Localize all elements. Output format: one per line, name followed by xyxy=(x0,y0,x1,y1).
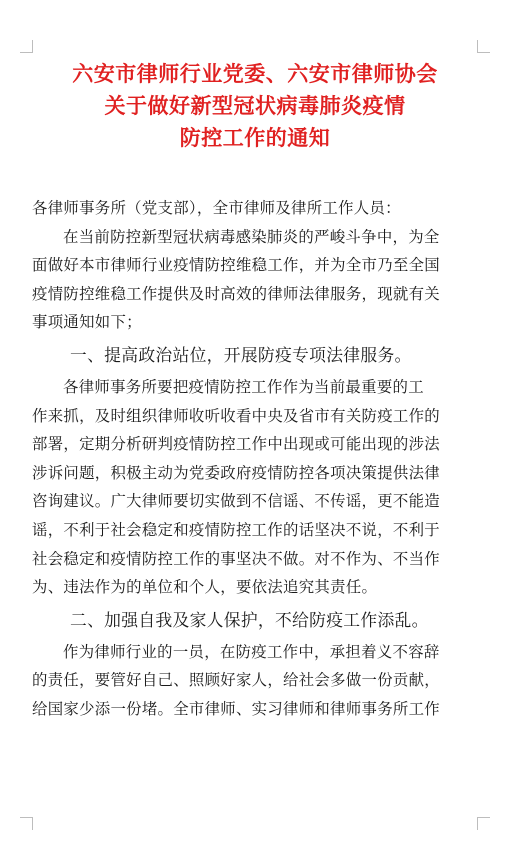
paragraph-line: 为、违法作为的单位和个人，要依法追究其责任。 xyxy=(32,578,378,597)
paragraph-line: 作为律师行业的一员，在防疫工作中，承担着义不容辞 xyxy=(63,642,440,661)
paragraph-line: 咨询建议。广大律师要切实做到不信谣、不传谣，更不能造 xyxy=(32,492,440,511)
document-body xyxy=(32,194,482,724)
document-title xyxy=(30,58,480,154)
paragraph-line: 的责任，要管好自己、照顾好家人，给社会多做一份贡献， xyxy=(32,671,440,690)
title-line-3: 防控工作的通知 xyxy=(179,126,331,150)
paragraph-intro xyxy=(32,223,482,337)
crop-mark-top-right xyxy=(477,40,490,53)
paragraph-line: 各律师事务所要把疫情防控工作作为当前最重要的工 xyxy=(63,377,424,396)
salutation: 各律师事务所（党支部），全市律师及律所工作人员： xyxy=(32,199,401,217)
paragraph-line: 疫情防控维稳工作提供及时高效的律师法律服务，现就有关 xyxy=(32,284,440,303)
paragraph-line: 作来抓，及时组织律师收听收看中央及省市有关防疫工作的 xyxy=(32,406,440,425)
title-line-1: 六安市律师行业党委、六安市律师协会 xyxy=(72,62,438,86)
paragraph-line: 面做好本市律师行业疫情防控维稳工作，并为全市乃至全国 xyxy=(32,256,440,275)
title-line-2: 关于做好新型冠状病毒肺炎疫情 xyxy=(104,94,406,118)
crop-mark-bottom-left xyxy=(20,817,33,830)
crop-mark-top-left xyxy=(20,40,33,53)
paragraph-line: 事项通知如下； xyxy=(32,313,142,332)
paragraph-section-1 xyxy=(32,373,482,602)
section-heading-1: 一、提高政治站位，开展防疫专项法律服务。 xyxy=(70,344,412,365)
paragraph-line: 谣，不利于社会稳定和疫情防控工作的话坚决不说，不利于 xyxy=(32,520,440,539)
paragraph-line: 给国家少添一份堵。全市律师、实习律师和律师事务所工作 xyxy=(32,699,440,718)
paragraph-line: 部署，定期分析研判疫情防控工作中出现或可能出现的涉法 xyxy=(32,435,440,454)
section-heading-2: 二、加强自我及家人保护，不给防疫工作添乱。 xyxy=(70,609,429,630)
crop-mark-bottom-right xyxy=(477,817,490,830)
paragraph-section-2 xyxy=(32,638,482,724)
paragraph-line: 涉诉问题，积极主动为党委政府疫情防控各项决策提供法律 xyxy=(32,463,440,482)
paragraph-line: 在当前防控新型冠状病毒感染肺炎的严峻斗争中，为全 xyxy=(63,227,440,246)
paragraph-line: 社会稳定和疫情防控工作的事坚决不做。对不作为、不当作 xyxy=(32,549,440,568)
